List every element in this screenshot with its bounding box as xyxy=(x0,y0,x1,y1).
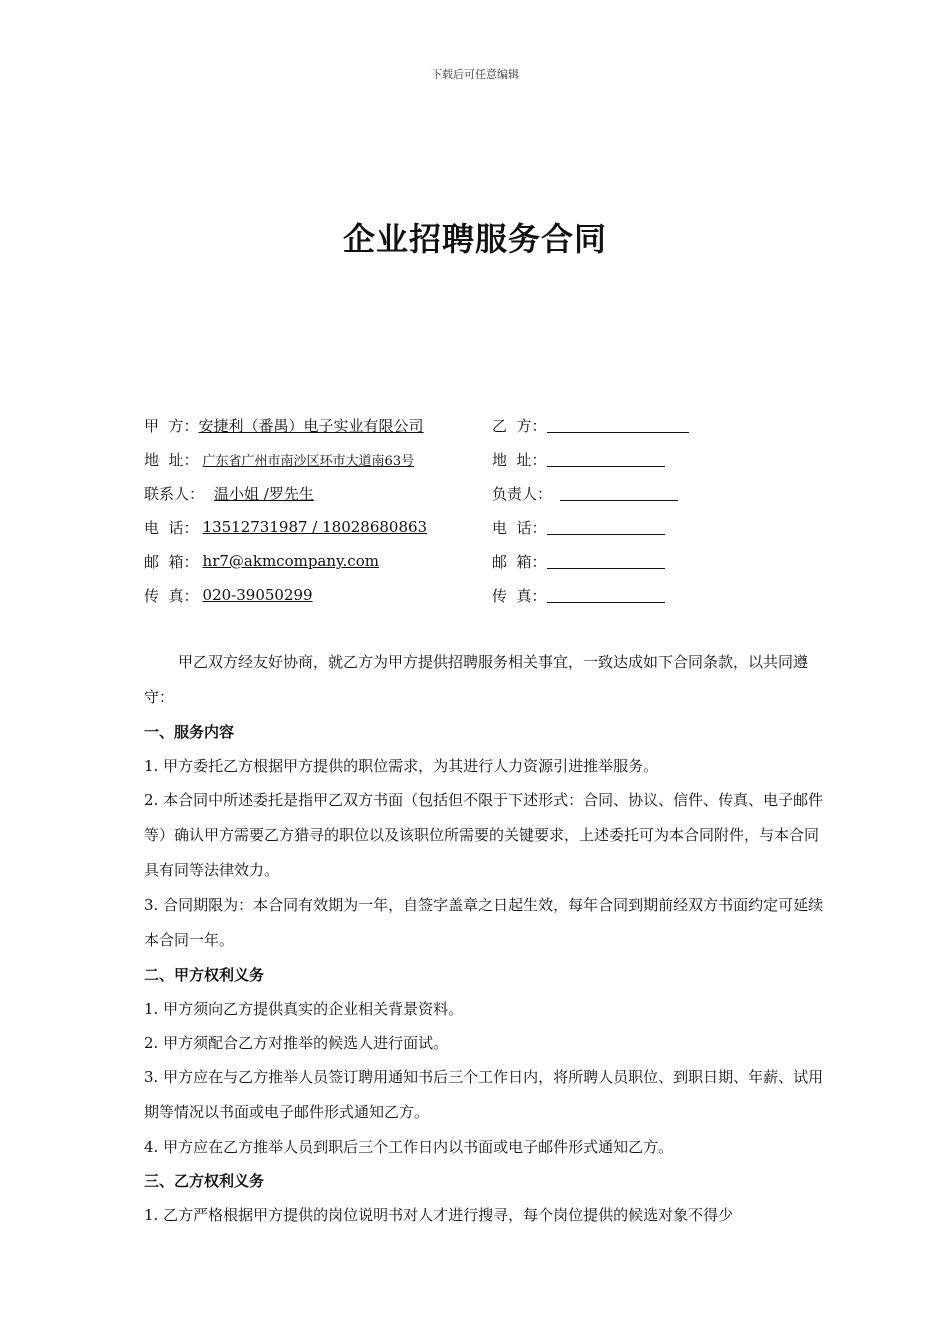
clause-item: 3. 合同期限为：本合同有效期为一年，自签字盖章之日起生效，每年合同到期前经双方书面约定可延续本合同一年。 xyxy=(144,896,824,949)
section-heading: 二、甲方权利义务 xyxy=(144,966,265,984)
party-a-name-value: 安捷利（番禺）电子实业有限公司 xyxy=(198,416,424,435)
party-row-address xyxy=(144,442,824,476)
party-b-phone-blank xyxy=(547,520,665,535)
clause-item: 4. 甲方应在乙方推举人员到职后三个工作日内以书面或电子邮件形式通知乙方。 xyxy=(144,1138,674,1156)
party-b-contact-label: 负责人： xyxy=(492,484,553,503)
document-title: 企业招聘服务合同 xyxy=(342,220,607,258)
section-heading: 一、服务内容 xyxy=(144,723,235,741)
party-b-fax-label: 传 真： xyxy=(492,586,547,605)
party-a-phone-value: 13512731987 / 18028680863 xyxy=(202,518,428,536)
party-b-name-label: 乙 方： xyxy=(492,416,547,435)
clause-item: 3. 甲方应在与乙方推举人员签订聘用通知书后三个工作日内，将所聘人员职位、到职日期、年薪、试用期等情况以书面或电子邮件形式通知乙方。 xyxy=(144,1068,824,1121)
party-a-fax-label: 传 真： xyxy=(144,586,199,605)
party-row-name xyxy=(144,408,824,442)
clause-item: 1. 甲方须向乙方提供真实的企业相关背景资料。 xyxy=(144,1000,464,1018)
party-info-block xyxy=(144,408,824,612)
clause-item: 1. 乙方严格根据甲方提供的岗位说明书对人才进行搜寻，每个岗位提供的候选对象不得少 xyxy=(144,1206,734,1224)
party-b-email-label: 邮 箱： xyxy=(492,552,547,571)
party-a-phone-label: 电 话： xyxy=(144,518,199,537)
party-b-address-blank xyxy=(547,452,665,467)
party-row-fax xyxy=(144,578,824,612)
section-heading: 三、乙方权利义务 xyxy=(144,1172,265,1190)
clause-item: 2. 本合同中所述委托是指甲乙双方书面（包括但不限于下述形式：合同、协议、信件、传真、电子邮件等）确认甲方需要乙方猎寻的职位以及该职位所需要的关键要求，上述委托可为本合同附件，与本合同具有同等法律效力。 xyxy=(144,791,824,879)
party-a-fax-value: 020-39050299 xyxy=(202,586,313,604)
party-row-email xyxy=(144,544,824,578)
intro-paragraph: 甲乙双方经友好协商，就乙方为甲方提供招聘服务相关事宜，一致达成如下合同条款，以共同遵守： xyxy=(144,653,809,706)
clause-item: 1. 甲方委托乙方根据甲方提供的职位需求，为其进行人力资源引进推举服务。 xyxy=(144,757,659,775)
page-header-note: 下载后可任意编辑 xyxy=(431,68,519,81)
contract-body xyxy=(144,645,824,1232)
party-b-name-blank xyxy=(547,418,689,433)
party-b-address-label: 地 址： xyxy=(492,450,547,469)
party-a-email-value: hr7@akmcompany.com xyxy=(202,552,379,570)
party-b-email-blank xyxy=(547,554,665,569)
party-row-phone xyxy=(144,510,824,544)
party-b-fax-blank xyxy=(547,588,665,603)
party-a-contact-label: 联系人： xyxy=(144,484,205,503)
party-a-name-label: 甲 方： xyxy=(144,416,199,435)
party-row-contact xyxy=(144,476,824,510)
party-a-address-label: 地 址： xyxy=(144,450,199,469)
party-a-email-label: 邮 箱： xyxy=(144,552,199,571)
party-b-phone-label: 电 话： xyxy=(492,518,547,537)
party-b-contact-blank xyxy=(560,486,678,501)
clause-item: 2. 甲方须配合乙方对推举的候选人进行面试。 xyxy=(144,1034,449,1052)
party-a-contact-value: 温小姐 /罗先生 xyxy=(214,484,314,503)
party-a-address-value: 广东省广州市南沙区环市大道南63号 xyxy=(202,453,415,469)
